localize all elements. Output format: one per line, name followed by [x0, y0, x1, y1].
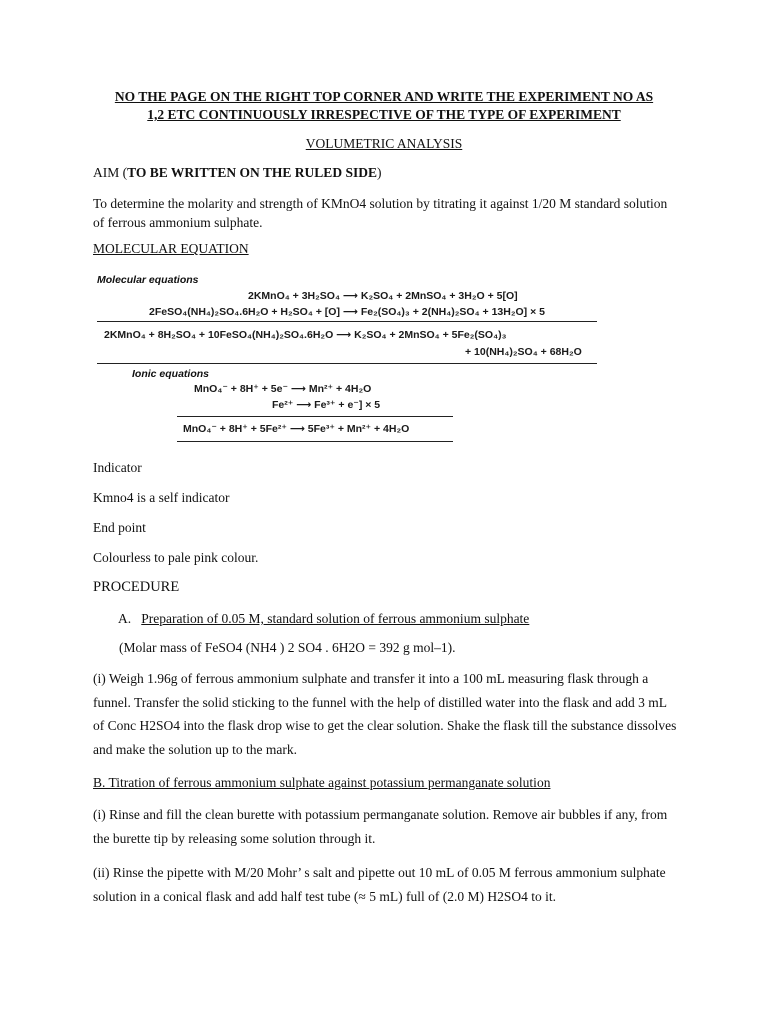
aim-close: )	[376, 165, 382, 180]
instruction-heading-line-2: 1,2 ETC CONTINUOUSLY IRRESPECTIVE OF THE TYPE OF EXPERIMENT	[147, 107, 621, 122]
molecular-equation-heading: MOLECULAR EQUATION	[93, 241, 249, 256]
equation-rule-4	[177, 441, 453, 442]
section-a-marker: A.	[118, 611, 132, 626]
molecular-equation-1: 2KMnO₄ + 3H₂SO₄ ⟶ K₂SO₄ + 2MnSO₄ + 3H₂O + 5[O]	[248, 290, 518, 302]
indicator-label: Indicator	[93, 460, 142, 475]
procedure-heading: PROCEDURE	[93, 579, 180, 595]
overall-equation: 2KMnO₄ + 8H₂SO₄ + 10FeSO₄(NH₄)₂SO₄.6H₂O ⟶ K₂SO₄ + 2MnSO₄ + 5Fe₂(SO₄)₃	[104, 329, 507, 341]
instruction-heading-line-1: NO THE PAGE ON THE RIGHT TOP CORNER AND WRITE THE EXPERIMENT NO AS	[114, 89, 654, 104]
endpoint-text: Colourless to pale pink colour.	[93, 550, 259, 565]
aim-heading	[93, 165, 381, 181]
section-b-heading: B. Titration of ferrous ammonium sulphate against potassium permanganate solution	[93, 775, 551, 790]
overall-equation-continued: + 10(NH₄)₂SO₄ + 68H₂O	[465, 346, 582, 358]
ionic-equation-1: MnO₄⁻ + 8H⁺ + 5e⁻ ⟶ Mn²⁺ + 4H₂O	[194, 383, 372, 395]
section-b-step-1: (i) Rinse and fill the clean burette with potassium permanganate solution. Remove air bubbles if any, from the burette tip by releasing some solution through it.	[93, 807, 668, 846]
equation-rule-2	[97, 363, 597, 364]
ionic-equation-net: MnO₄⁻ + 8H⁺ + 5Fe²⁺ ⟶ 5Fe³⁺ + Mn²⁺ + 4H₂O	[183, 423, 410, 435]
section-a-heading	[118, 611, 529, 627]
section-title: VOLUMETRIC ANALYSIS	[305, 136, 463, 151]
equation-rule-3	[177, 416, 453, 417]
equation-rule-1	[97, 321, 597, 322]
ionic-equations-label: Ionic equations	[132, 368, 210, 380]
ionic-equation-2: Fe²⁺ ⟶ Fe³⁺ + e⁻] × 5	[272, 399, 381, 411]
endpoint-label: End point	[93, 520, 146, 535]
molar-mass-note: (Molar mass of FeSO4 (NH4 ) 2 SO4 . 6H2O = 392 g mol–1).	[119, 640, 456, 655]
molecular-equation-2: 2FeSO₄(NH₄)₂SO₄.6H₂O + H₂SO₄ + [O] ⟶ Fe₂(SO₄)₃ + 2(NH₄)₂SO₄ + 13H₂O] × 5	[149, 306, 545, 318]
instruction-heading	[60, 88, 708, 124]
molecular-equations-label: Molecular equations	[97, 274, 199, 286]
indicator-text: Kmno4 is a self indicator	[93, 490, 230, 505]
section-b-step-2: (ii) Rinse the pipette with M/20 Mohr’ s salt and pipette out 10 mL of 0.05 M ferrous ammonium sulphate solution in a conical flask and add half test tube (≈ 5 mL) full of (2.0 M) H2SO4 to it.	[93, 865, 666, 904]
section-a-title: Preparation of 0.05 M, standard solution of ferrous ammonium sulphate	[141, 611, 530, 626]
aim-label: AIM (	[93, 165, 128, 180]
aim-text: To determine the molarity and strength of KMnO4 solution by titrating it against 1/20 M standard solution of ferrous ammonium sulphate.	[93, 196, 668, 230]
aim-note: TO BE WRITTEN ON THE RULED SIDE	[127, 165, 377, 180]
section-a-step-1: (i) Weigh 1.96g of ferrous ammonium sulphate and transfer it into a 100 mL measuring flask through a funnel. Transfer the solid sticking to the funnel with the help of distilled water into the flask and add 3 mL of Conc H2SO4 into the flask drop wise to get the clear solution. Shake the flask till the substance dissolves and make the solution up to the mark.	[93, 671, 677, 757]
